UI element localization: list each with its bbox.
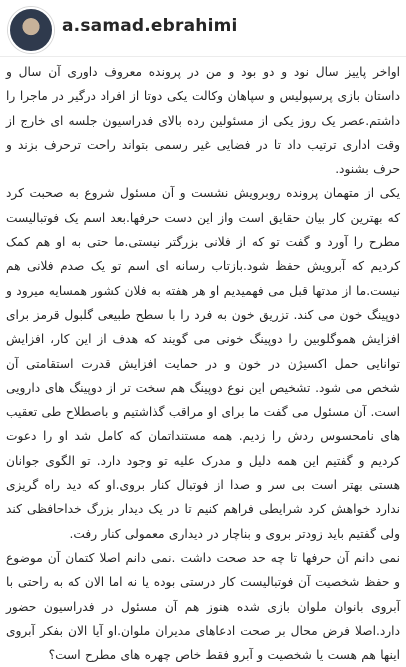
profile-avatar[interactable] bbox=[8, 7, 54, 53]
post-header bbox=[0, 0, 406, 57]
post-caption bbox=[6, 60, 400, 667]
caption-paragraph-3: نمی دانم آن حرفها تا چه حد صحت داشت .نمی دانم اصلا کتمان آن موضوع و حفظ شخصیت آن فوتبالیست کار درستی بوده یا نه اما الان که به راحتی با آبروی بانوان ملوان بازی شده هنوز هم آن مسئول در فدراسیون حضور دارد.اصلا فرض محال بر صحت ادعاهای مدیران ملوان.او آیا الان بفکر آبروی اینها هم هست یا شخصیت و آبرو فقط خاص چهره های مطرح است؟ bbox=[6, 550, 400, 663]
caption-paragraph-1: اواخر پاییز سال نود و دو بود و من در پرونده معروف داوری آن سال و داستان بازی پرسپولیس و سپاهان وکالت یکی دوتا از افراد درگیر در ماجرا را داشتم.عصر یک روز یکی از مسئولین رده بالای فدراسیون جلسه ای خارج از وقت اداری ترتیب داد تا در فضایی غیر رسمی بتواند راحت ترحرف بزند و حرف بشنود. bbox=[6, 65, 400, 177]
username-link[interactable]: a.samad.ebrahimi bbox=[62, 16, 238, 36]
caption-paragraph-2: یکی از متهمان پرونده روبرویش نشست و آن مسئول شروع به صحبت کرد که بهترین کار بیان حقایق است واز این دست حرفها.بعد اسم یک فوتبالیست مطرح را آورد و گفت تو که از فلانی بزرگتر نیستی.ما حتی به او هم کمک کردیم که آبرویش حفظ شود.بازتاب رسانه ای اسم تو یک صدم فلانی هم نیست.ما از مدتها قبل می فهمیدیم او هر هفته به فلان کشور همسایه میرود و دوپینگ خون می کند. تزریق خون به فرد را با سطح طبیعی گلبول قرمز برای افزایش هموگلوبین را دوپینگ خونی می گویند که هدف از این کار، افزایش توانایی حمل اکسیژن در خون و در حمایت افزایش قدرت استقامتی آن شخص می شود. تشخیص این نوع دوپینگ هم سخت تر از دوپینگ های دارویی است. آن مسئول می گفت ما برای او مراقب گذاشتیم و باصطلاح طی تعقیب های نامحسوس ردش را زدیم. همه مستنداتمان که کامل شد او را دعوت کردیم و گفتیم این همه دلیل و مدرک علیه تو وجود دارد. تو الگوی جوانان هستی بهتر است بی سر و صدا از فوتبال کنار بروی.او که دید راه گریزی ندارد خواهش کرد شرایطی فراهم کنیم تا در یک دیدار بزرگ خداحافظی کند ولی گفتیم باید زودتر بروی و بناچار در دیداری معمولی کنار رفت. bbox=[6, 186, 400, 541]
